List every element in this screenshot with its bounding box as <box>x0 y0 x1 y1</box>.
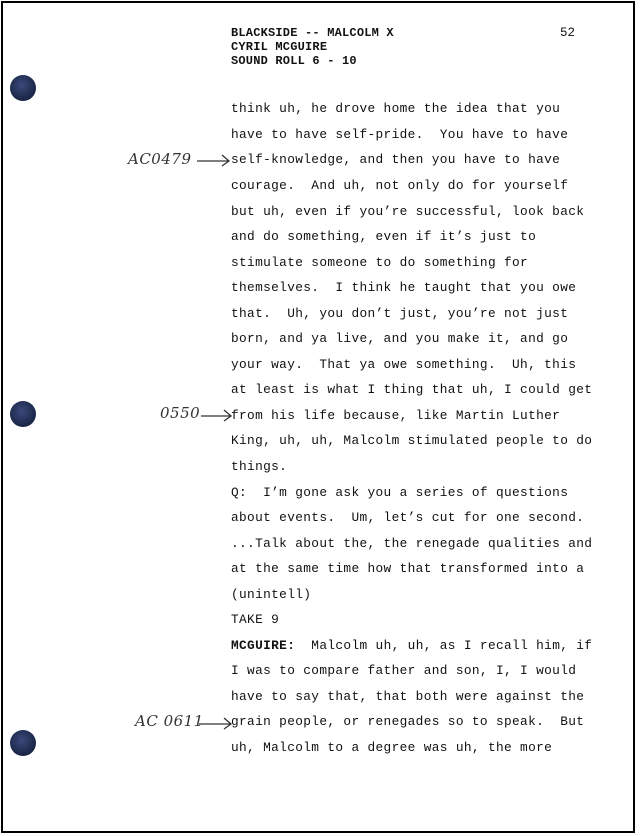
margin-note-timecode: AC0479 <box>128 150 192 168</box>
transcript-line: themselves. I think he taught that you owe <box>231 280 577 295</box>
binder-hole-middle <box>10 401 36 427</box>
transcript-line: born, and ya live, and you make it, and go <box>231 331 569 346</box>
margin-note-timecode: AC 0611 <box>135 712 204 730</box>
margin-note-arrow-icon <box>200 406 234 422</box>
header-title: BLACKSIDE -- MALCOLM X <box>231 26 394 40</box>
transcript-line: King, uh, uh, Malcolm stimulated people to do <box>231 433 593 448</box>
transcript-line: uh, Malcolm to a degree was uh, the more <box>231 740 553 755</box>
transcript-line <box>231 638 592 653</box>
transcript-line: courage. And uh, not only do for yourself <box>231 178 569 193</box>
speaker-text: Malcolm uh, uh, as I recall him, if <box>295 638 593 653</box>
transcript-line: that. Uh, you don’t just, you’re not just <box>231 306 569 321</box>
page-number: 52 <box>560 26 576 40</box>
transcript-line: I was to compare father and son, I, I would <box>231 663 577 678</box>
transcript-line: your way. That ya owe something. Uh, this <box>231 357 577 372</box>
transcript-line: grain people, or renegades so to speak. But <box>231 714 585 729</box>
transcript-line: think uh, he drove home the idea that you <box>231 101 561 116</box>
margin-note-arrow-icon <box>196 152 232 168</box>
transcript-line: Q: I’m gone ask you a series of questions <box>231 485 569 500</box>
transcript-line: have to have self-pride. You have to have <box>231 127 569 142</box>
transcript-line: things. <box>231 459 288 474</box>
transcript-line: at the same time how that transformed into a <box>231 561 585 576</box>
transcript-line: (unintell) <box>231 587 312 602</box>
transcript-line: about events. Um, let’s cut for one second. <box>231 510 585 525</box>
document-header <box>231 26 394 68</box>
transcript-line: and do something, even if it’s just to <box>231 229 537 244</box>
header-interviewee: CYRIL MCGUIRE <box>231 40 328 54</box>
transcript-line: at least is what I thing that uh, I could get <box>231 382 593 397</box>
take-marker: TAKE 9 <box>231 612 280 627</box>
transcript-line: have to say that, that both were against the <box>231 689 585 704</box>
transcript-line: from his life because, like Martin Luther <box>231 408 561 423</box>
transcript-line: ...Talk about the, the renegade qualities and <box>231 536 593 551</box>
margin-note-arrow-icon <box>198 714 234 730</box>
transcript-line: but uh, even if you’re successful, look back <box>231 204 585 219</box>
binder-hole-top <box>10 75 36 101</box>
speaker-label: MCGUIRE: <box>231 638 296 653</box>
margin-note-timecode: 0550 <box>160 404 201 422</box>
transcript-line: stimulate someone to do something for <box>231 255 529 270</box>
transcript-line: self-knowledge, and then you have to have <box>231 152 561 167</box>
binder-hole-bottom <box>10 730 36 756</box>
header-sound-roll: SOUND ROLL 6 - 10 <box>231 54 357 68</box>
